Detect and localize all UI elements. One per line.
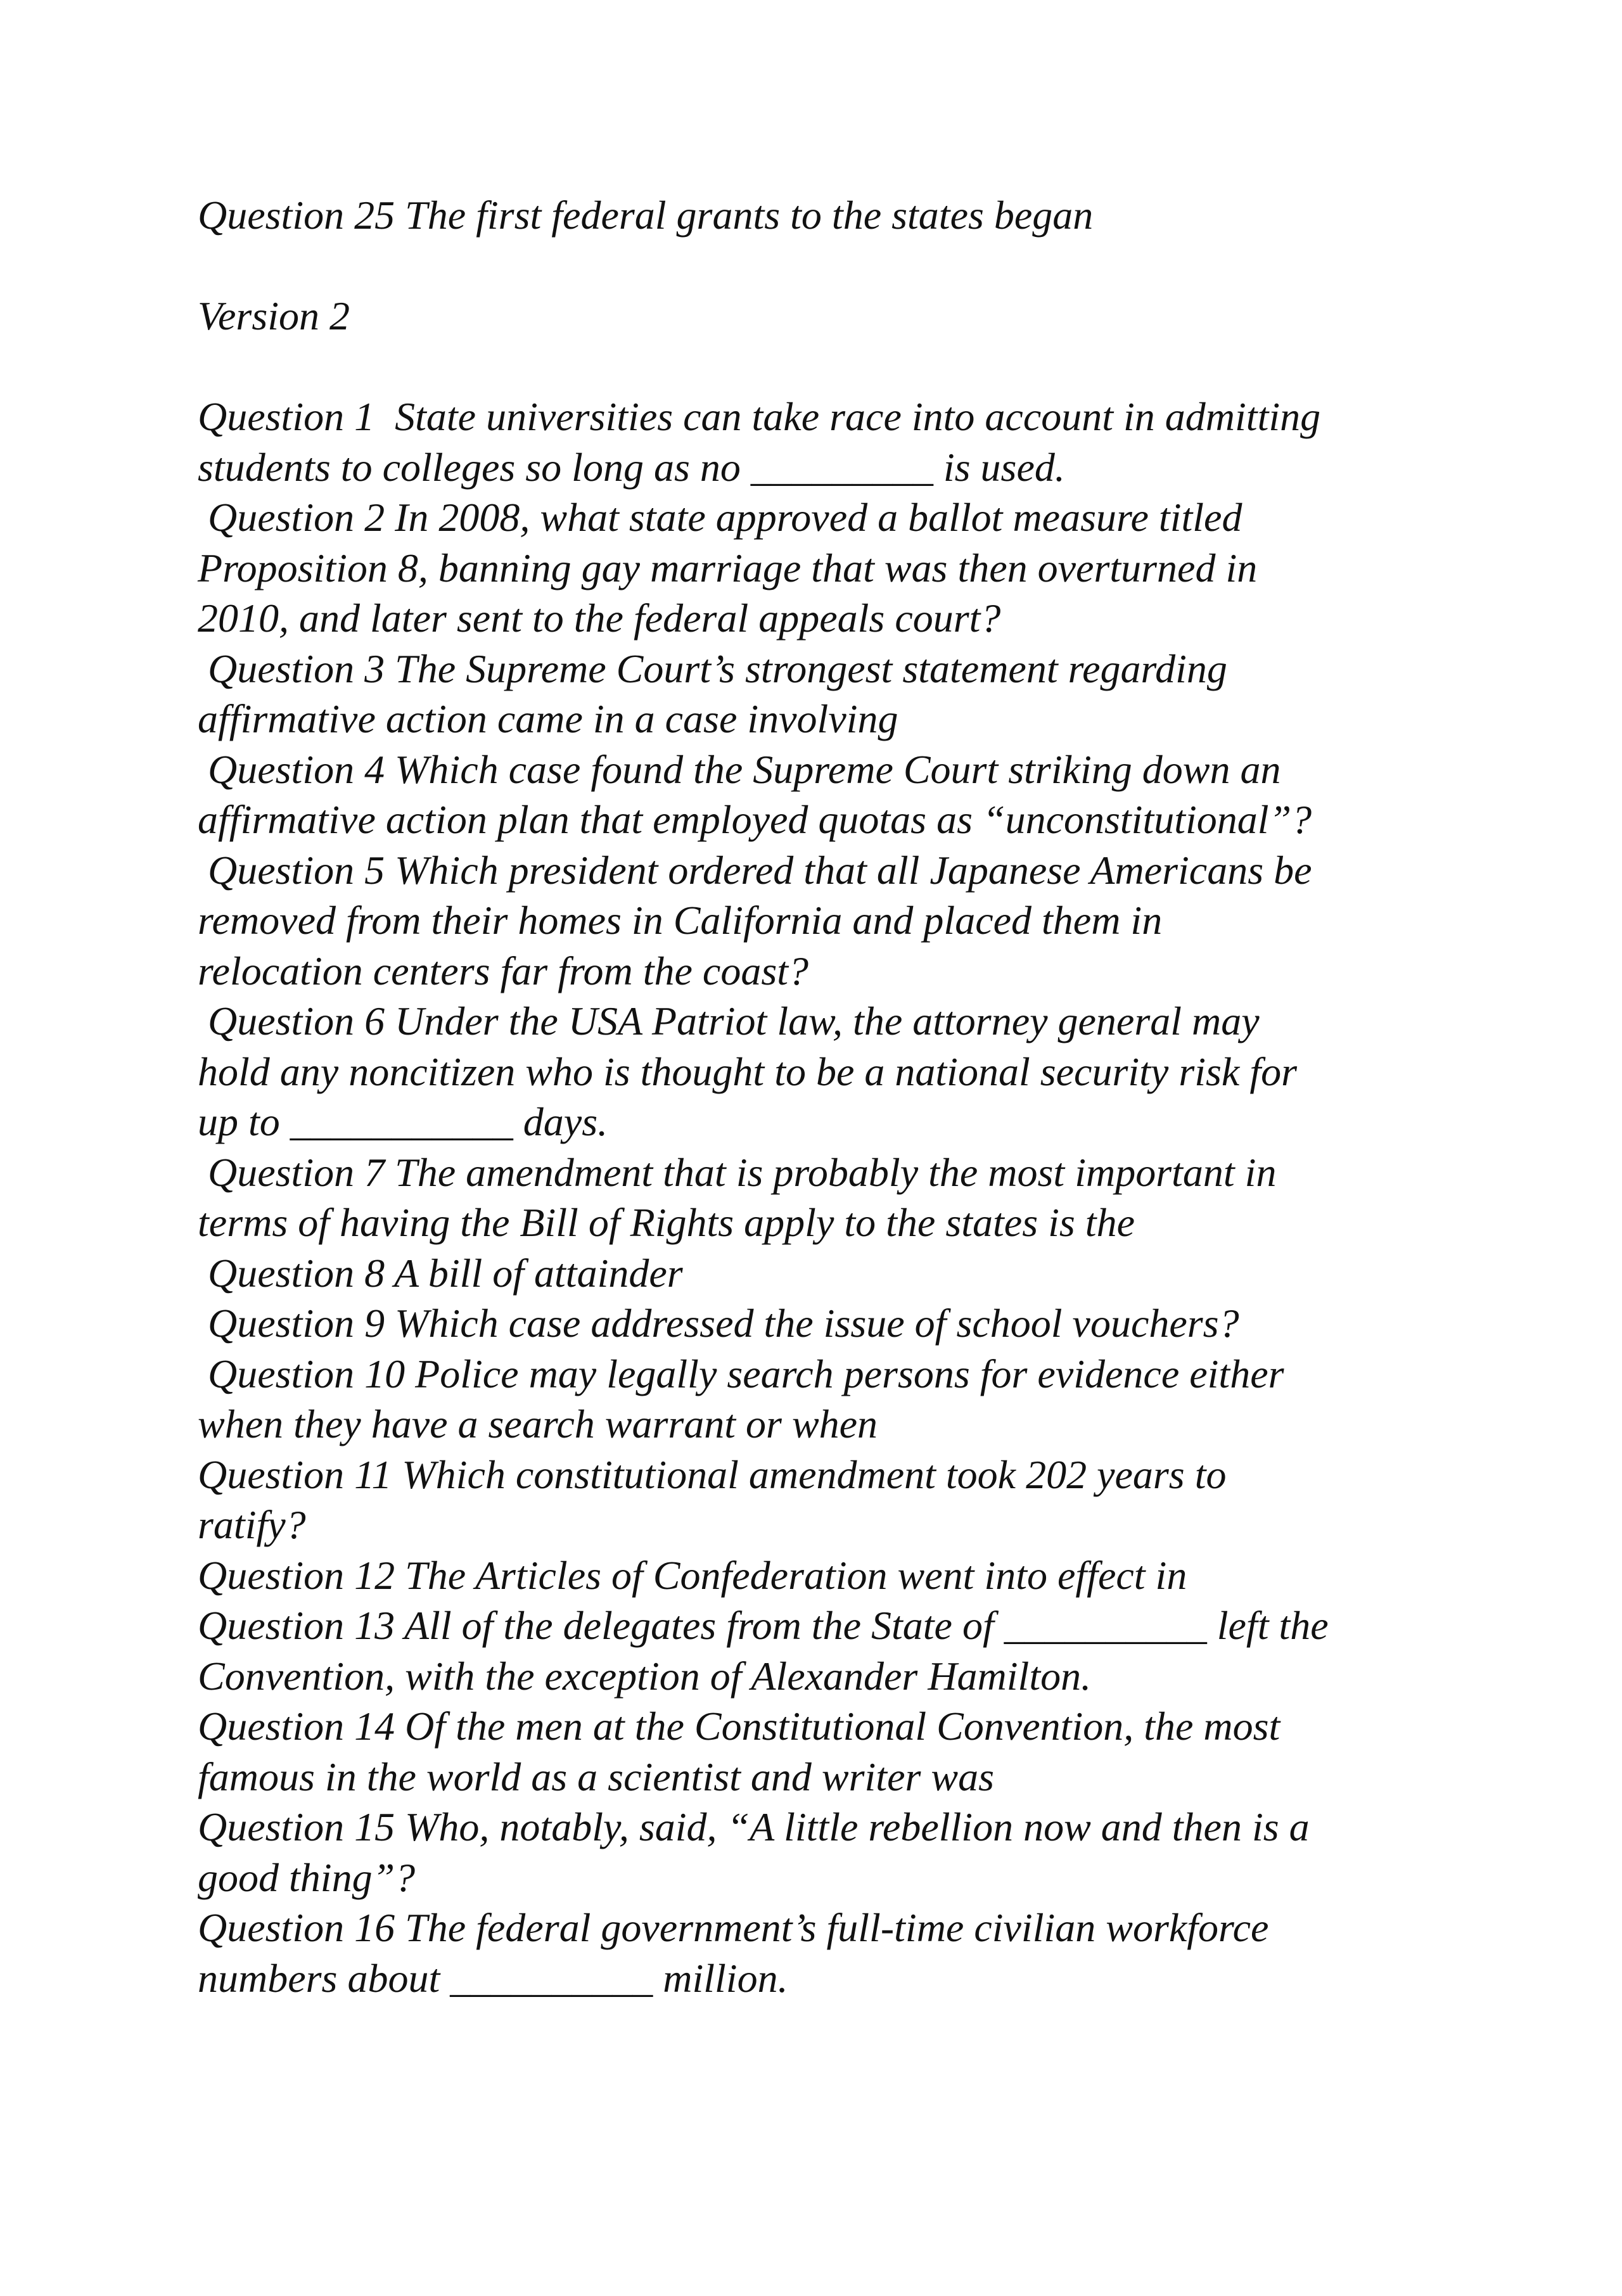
question-8: Question 8 A bill of attainder (198, 1250, 683, 1296)
question-15: Question 15 Who, notably, said, “A little rebellion now and then is a good thing”? (198, 1804, 1310, 1900)
question-10: Question 10 Police may legally search persons for evidence either when they have a search warrant or when (198, 1351, 1284, 1446)
question-1: Question 1 State universities can take race into account in admitting students to colleges so long as no _________ is used. (198, 394, 1321, 490)
spacer (198, 241, 1459, 291)
question-9: Question 9 Which case addressed the issue of school vouchers? (198, 1301, 1239, 1346)
question-list (198, 190, 1459, 2003)
question-11: Question 11 Which constitutional amendment took 202 years to ratify? (198, 1451, 1227, 1547)
question-4: Question 4 Which case found the Supreme Court striking down an affirmative action plan that employed quotas as “unconstitutional”? (198, 746, 1312, 842)
intro-question: Question 25 The first federal grants to the states began (198, 193, 1094, 238)
question-12: Question 12 The Articles of Confederation went into effect in (198, 1552, 1187, 1598)
question-5: Question 5 Which president ordered that all Japanese Americans be removed from their homes in California and placed them in relocation centers far from the coast? (198, 847, 1312, 993)
spacer (198, 341, 1459, 392)
question-16: Question 16 The federal government’s full-time civilian workforce numbers about __________ million. (198, 1905, 1269, 2001)
question-6: Question 6 Under the USA Patriot law, the attorney general may hold any noncitizen who is thought to be a national security risk for up to ___________ days. (198, 998, 1297, 1144)
question-13: Question 13 All of the delegates from the State of __________ left the Convention, with the exception of Alexander Hamilton. (198, 1603, 1329, 1699)
version-label: Version 2 (198, 293, 350, 338)
question-14: Question 14 Of the men at the Constitutional Convention, the most famous in the world as a scientist and writer was (198, 1704, 1280, 1799)
question-3: Question 3 The Supreme Court’s strongest statement regarding affirmative action came in a case involving (198, 646, 1227, 741)
question-7: Question 7 The amendment that is probably the most important in terms of having the Bill of Rights apply to the states is the (198, 1149, 1277, 1245)
question-2: Question 2 In 2008, what state approved a ballot measure titled Proposition 8, banning gay marriage that was then overturned in 2010, and later sent to the federal appeals court? (198, 495, 1258, 641)
